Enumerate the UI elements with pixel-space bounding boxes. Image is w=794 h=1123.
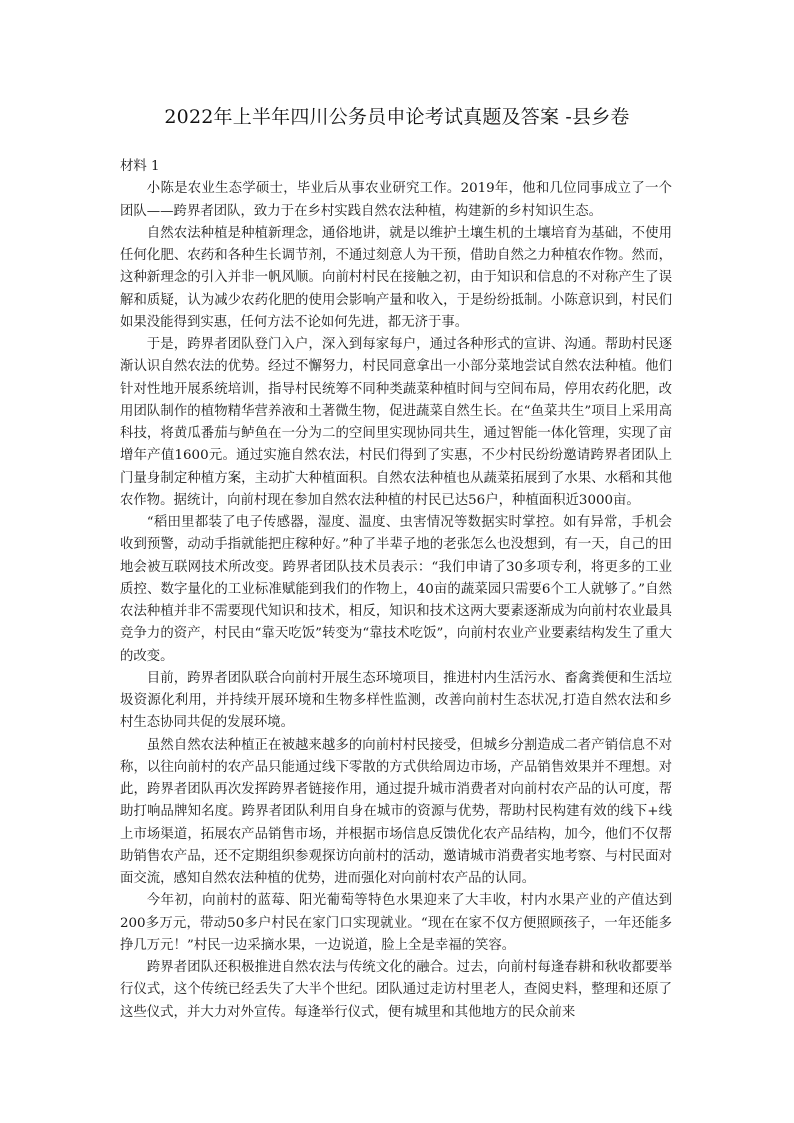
section-label: 材料 1 (120, 159, 160, 174)
paragraph-5: 目前，跨界者团队联合向前村开展生态环境项目，推进村内生活污水、畜禽粪便和生活垃圾资源化利用，并持续开展环境和生物多样性监测，改善向前村生态状况,打造自然农法和乡村生态协同共促的发展环境。 (120, 670, 672, 731)
paragraph-6: 虽然自然农法种植正在被越来越多的向前村村民接受，但城乡分割造成二者产销信息不对称，以往向前村的农产品只能通过线下零散的方式供给周边市场，产品销售效果并不理想。对此，跨界者团队再次发挥跨界者链接作用，通过提升城市消费者对向前村农产品的认可度，帮助打响品牌知名度。跨界者团队利用自身在城市的资源与优势，帮助村民构建有效的线下+线上市场渠道，拓展农产品销售市场，并根据市场信息反馈优化农产品结构，加今，他们不仅帮助销售农产品，还不定期组织参观探访向前村的活动，邀请城市消费者实地考察、与村民面对面交流，感知自然农法种植的优势，进而强化对向前村农产品的认同。 (120, 737, 672, 886)
paragraph-3: 于是，跨界者团队登门入户，深入到每家每户，通过各种形式的宣讲、沟通。帮助村民逐渐认识自然农法的优势。经过不懈努力，村民同意拿出一小部分菜地尝试自然农法种植。他们针对性地开展系统培训，指导村民统筹不同种类蔬菜种植时间与空间布局，停用农药化肥，改用团队制作的植物精华营养液和土著微生物，促进蔬菜自然生长。在“鱼菜共生”项目上采用高科技，将黄瓜番茄与鲈鱼在一分为二的空间里实现协同共生，通过智能一体化管理，实现了亩增年产值1600元。通过实施自然农法，村民们得到了实惠，不少村民纷纷邀请跨界者团队上门量身制定种植方案，主动扩大种植面积。自然农法种植也从蔬菜拓展到了水果、水稻和其他农作物。据统计，向前村现在参加自然农法种植的村民已达56户，种植面积近3000亩。 (120, 337, 672, 508)
paragraph-1: 小陈是农业生态学硕士，毕业后从事农业研究工作。2019年，他和几位同事成立了一个团队——跨界者团队，致力于在乡村实践自然农法种植，构建新的乡村知识生态。 (120, 181, 672, 219)
paragraph-7: 今年初，向前村的蓝莓、阳光葡萄等特色水果迎来了大丰收，村内水果产业的产值达到200多万元，带动50多户村民在家门口实现就业。“现在在家不仅方便照顾孩子，一年还能多挣几万元！”村民一边采摘水果，一边说道，脸上全是幸福的笑容。 (120, 893, 672, 953)
document-title: 2022年上半年四川公务员申论考试真题及答案 -县乡卷 (164, 106, 630, 128)
paragraph-2: 自然农法种植是种植新理念，通俗地讲，就是以维护土壤生机的土壤培育为基础，不使用任何化肥、农药和各种生长调节剂，不通过刻意人为干预，借助自然之力种植农作物。然而，这种新理念的引入并非一帆风顺。向前村村民在接触之初，由于知识和信息的不对称产生了误解和质疑，认为减少农药化肥的使用会影响产量和收入，于是纷纷抵制。小陈意识到，村民们如果没能得到实惠，任何方法不论如何先进，都无济于事。 (120, 225, 672, 330)
paragraph-4: “稻田里都装了电子传感器，湿度、温度、虫害情况等数据实时掌控。如有异常，手机会收到预警，动动手指就能把庄稼种好。”种了半辈子地的老张怎么也没想到，有一天，自己的田地会被互联网技术所改变。跨界者团队技术员表示：“我们申请了30多项专利，将更多的工业质控、数字量化的工业标准赋能到我们的作物上，40亩的蔬菜园只需要6个工人就够了。”自然农法种植并非不需要现代知识和技术，相反，知识和技术这两大要素逐渐成为向前村农业最具竞争力的资产，村民由“靠天吃饭”转变为“靠技术吃饭”，向前村农业产业要素结构发生了重大的改变。 (120, 515, 672, 664)
paragraph-8: 跨界者团队还积极推进自然农法与传统文化的融合。过去，向前村每逢春耕和秋收都要举行仪式，这个传统已经丢失了大半个世纪。团队通过走访村里老人，查阅史料，整理和还原了这些仪式，并大力对外宣传。每逢举行仪式，便有城里和其他地方的民众前来 (120, 960, 672, 1020)
document-body (120, 156, 672, 1024)
